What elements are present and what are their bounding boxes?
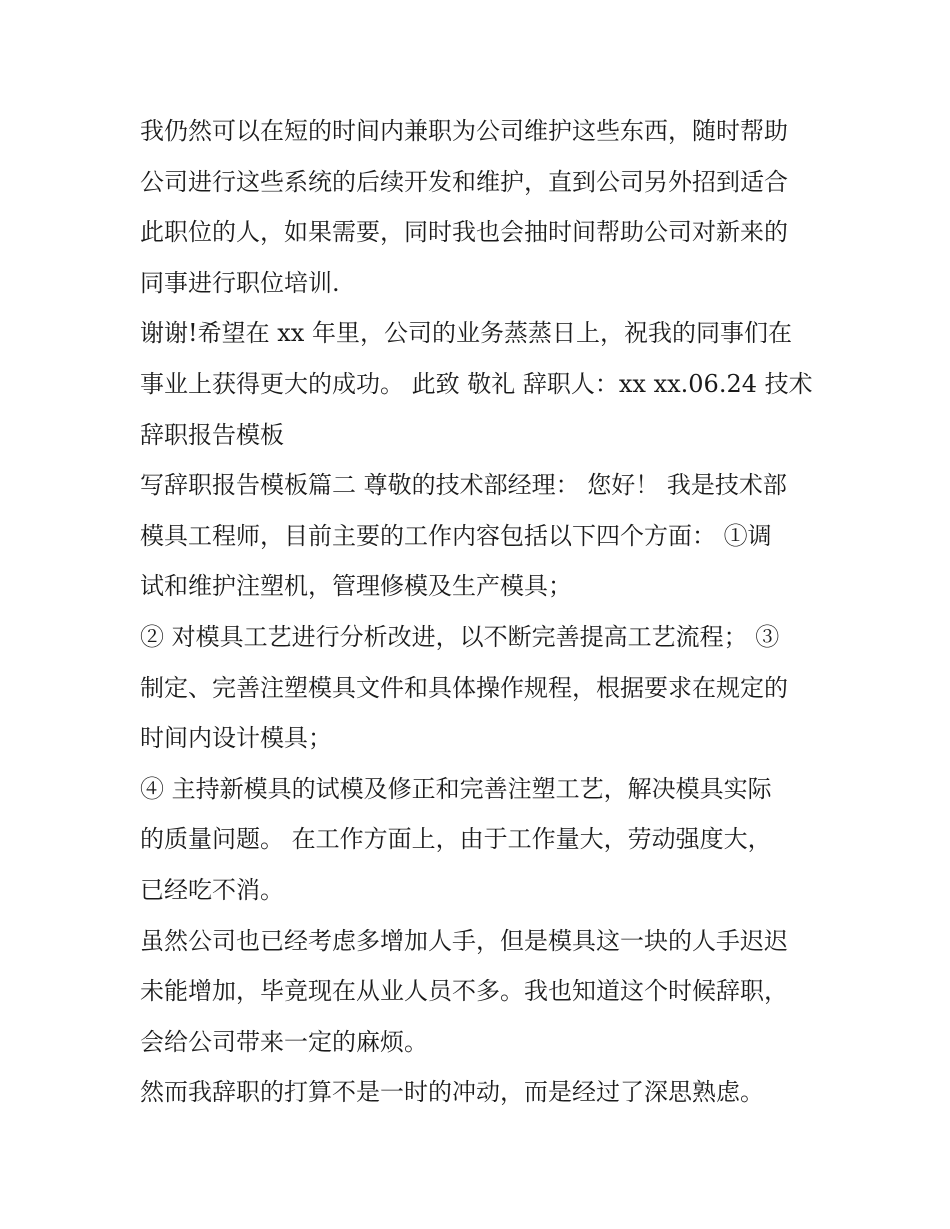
- text-line: 时间内设计模具；: [140, 724, 332, 753]
- text-line: 制定、完善注塑模具文件和具体操作规程，根据要求在规定的: [140, 673, 788, 702]
- text-line: 未能增加，毕竟现在从业人员不多。我也知道这个时候辞职，: [140, 977, 788, 1006]
- text-line: 虽然公司也已经考虑多增加人手，但是模具这一块的人手迟迟: [140, 926, 788, 955]
- text-line: 模具工程师，目前主要的工作内容包括以下四个方面： ①调: [140, 521, 772, 550]
- text-line: ② 对模具工艺进行分析改进，以不断完善提高工艺流程； ③: [140, 622, 780, 651]
- text-line: 已经吃不消。: [140, 875, 284, 904]
- text-line: 我仍然可以在短的时间内兼职为公司维护这些东西，随时帮助: [140, 117, 788, 145]
- text-line: 同事进行职位培训.: [140, 268, 340, 297]
- text-line: 会给公司带来一定的麻烦。: [140, 1027, 428, 1056]
- text-line: 此职位的人，如果需要，同时我也会抽时间帮助公司对新来的: [140, 218, 788, 247]
- text-line: ④ 主持新模具的试模及修正和完善注塑工艺，解决模具实际: [140, 774, 772, 803]
- body-text: [140, 106, 830, 1118]
- text-line: 试和维护注塑机，管理修模及生产模具；: [140, 572, 572, 601]
- text-line: 写辞职报告模板篇二 尊敬的技术部经理： 您好！ 我是技术部: [140, 471, 787, 500]
- text-line: 然而我辞职的打算不是一时的冲动，而是经过了深思熟虑。: [140, 1078, 764, 1107]
- text-line: 公司进行这些系统的后续开发和维护，直到公司另外招到适合: [140, 167, 788, 196]
- text-line: 事业上获得更大的成功。 此致 敬礼 辞职人：xx xx.06.24 技术: [140, 369, 813, 398]
- text-line: 辞职报告模板: [140, 420, 284, 449]
- text-line: 的质量问题。 在工作方面上，由于工作量大，劳动强度大，: [140, 825, 772, 854]
- text-line: 谢谢!希望在 xx 年里，公司的业务蒸蒸日上，祝我的同事们在: [140, 319, 792, 348]
